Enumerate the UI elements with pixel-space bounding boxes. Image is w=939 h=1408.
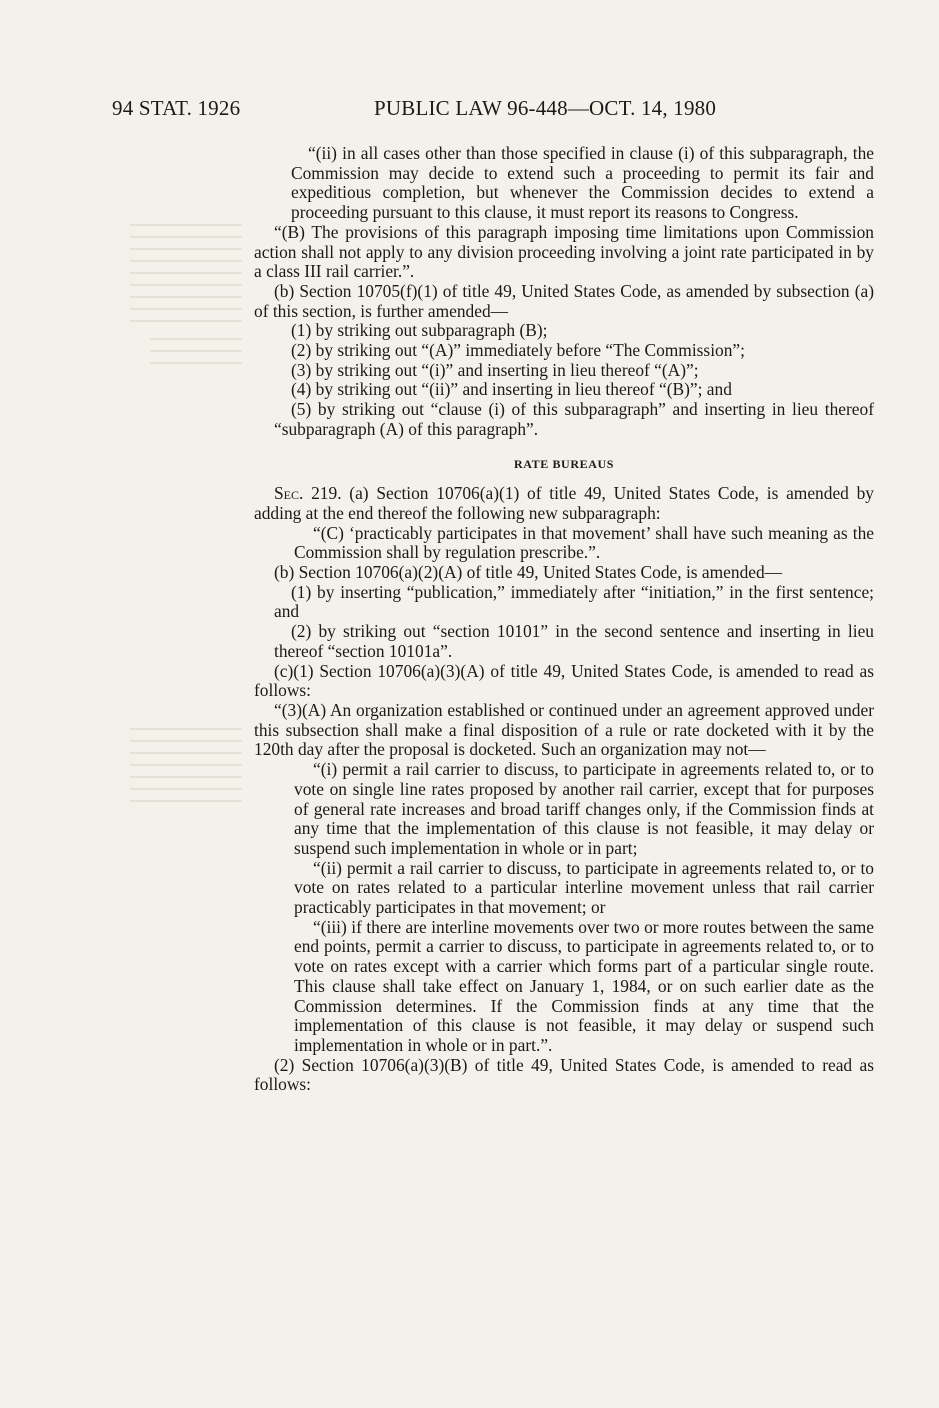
section-219-text: 219. (a) Section 10706(a)(1) of title 49, United States Code, is amended by adding at the end thereof the following new subparagraph:	[254, 483, 874, 523]
subsection-b-paragraph: (b) Section 10705(f)(1) of title 49, United States Code, as amended by subsection (a) of this section, is further amended—	[254, 280, 874, 321]
amendment-item-2: (2) by striking out “(A)” immediately before “The Commission”;	[291, 340, 745, 361]
paragraph-3a-quote: “(3)(A) An organization established or continued under an agreement approved under this subsection shall make a final disposition of a rule or rate docketed with it by the 120th day after the proposal is docketed. Such an organization may not—	[254, 699, 874, 760]
amendment-item-4: (4) by striking out “(ii)” and inserting in lieu thereof “(B)”; and	[291, 379, 732, 400]
section-label: Sec.	[274, 483, 304, 504]
bleed-through-margin-note	[150, 338, 242, 372]
stat-page-number: 94 STAT. 1926	[112, 96, 241, 120]
subsection-c-2-paragraph: (2) Section 10706(a)(3)(B) of title 49, United States Code, is amended to read as follows:	[254, 1054, 874, 1095]
page-header	[112, 96, 879, 126]
amendment-item-5: (5) by striking out “clause (i) of this subparagraph” and inserting in lieu thereof “subparagraph (A) of this paragraph”.	[274, 399, 874, 439]
amendment-b-item-1: (1) by inserting “publication,” immediately after “initiation,” in the first sentence; and	[274, 581, 874, 622]
clause-i-quote: “(i) permit a rail carrier to discuss, to participate in agreements related to, or to vote on single line rates proposed by another rail carrier, except that for purposes of general rate increases and broad tariff changes only, if the Commission finds at any time that the implementation of this clause is not feasible, it may delay or suspend such implementation in whole or in part;	[294, 759, 874, 858]
public-law-title: PUBLIC LAW 96-448—OCT. 14, 1980	[374, 96, 717, 120]
subparagraph-c-quote: “(C) ‘practicably participates in that movement’ shall have such meaning as the Commission shall by regulation prescribe.”.	[294, 522, 874, 563]
clause-ii-quote: “(ii) permit a rail carrier to discuss, to participate in agreements related to, or to vote on rates related to a particular interline movement unless that rail carrier practicably participates in that movement; or	[294, 857, 874, 918]
subsection-c-1-paragraph: (c)(1) Section 10706(a)(3)(A) of title 49, United States Code, is amended to read as follows:	[254, 660, 874, 701]
law-text-body	[254, 144, 874, 1095]
bleed-through-margin-note	[130, 728, 242, 804]
amendment-b-item-2: (2) by striking out “section 10101” in the second sentence and inserting in lieu thereof “section 10101a”.	[274, 621, 874, 661]
subparagraph-b-paragraph: “(B) The provisions of this paragraph imposing time limitations upon Commission action shall not apply to any division proceeding involving a joint rate participated in by a class III rail carrier.”.	[254, 221, 874, 282]
amendment-item-1: (1) by striking out subparagraph (B);	[291, 320, 548, 341]
section-heading: RATE BUREAUS	[514, 456, 614, 471]
clause-iii-quote: “(iii) if there are interline movements over two or more routes between the same end points, permit a carrier to discuss, to participate in agreements related to, or to vote on rates except with a carrier which forms part of a particular single route. This clause shall take effect on January 1, 1984, or on such earlier date as the Commission determines. If the Commission finds at any time that the implementation of this clause is not feasible, it may delay or suspend such implementation in whole or in part.”.	[294, 916, 874, 1055]
amendment-item-3: (3) by striking out “(i)” and inserting in lieu thereof “(A)”;	[291, 359, 699, 380]
section-219-paragraph	[254, 484, 874, 523]
bleed-through-margin-note	[130, 224, 242, 330]
clause-ii-paragraph: “(ii) in all cases other than those specified in clause (i) of this subparagraph, the Commission may decide to extend such a proceeding to permit its fair and expeditious completion, but whenever the Commission decides to extend a proceeding pursuant to this clause, it must report its reasons to Congress.	[291, 143, 874, 223]
subsection-b-2-paragraph: (b) Section 10706(a)(2)(A) of title 49, United States Code, is amended—	[274, 562, 783, 583]
